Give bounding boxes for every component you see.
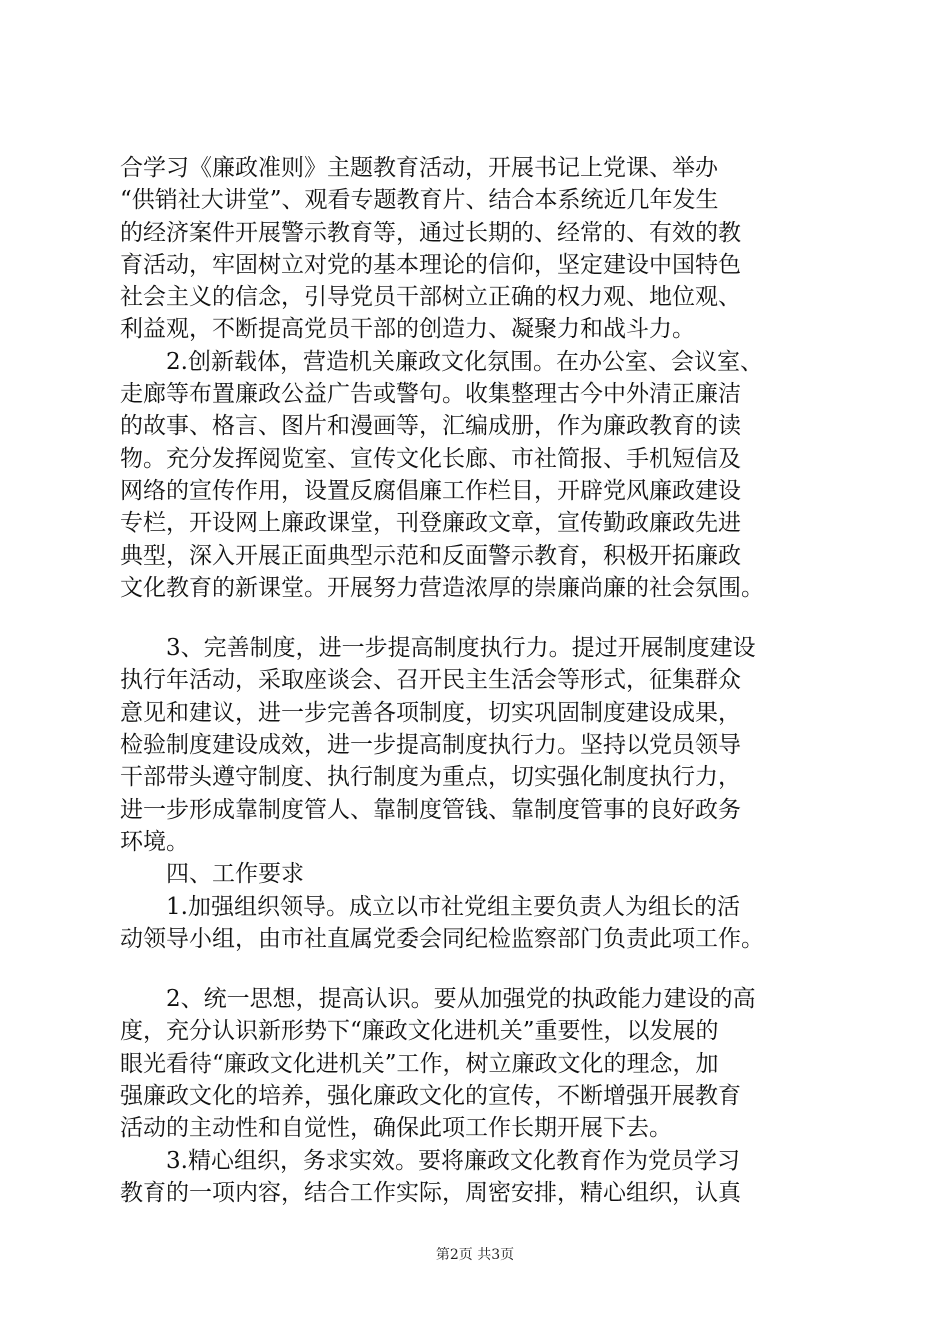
text-line: 动领导小组，由市社直属党委会同纪检监察部门负责此项工作。 — [120, 925, 764, 952]
text-line: 活动的主动性和自觉性，确保此项工作长期开展下去。 — [120, 1115, 672, 1142]
text-line: 2.创新载体，营造机关廉政文化氛围。在办公室、会议室、 — [120, 348, 763, 375]
text-line: 进一步形成靠制度管人、靠制度管钱、靠制度管事的良好政务 — [120, 796, 741, 823]
paragraph-block-2 — [120, 346, 840, 604]
text-line: 环境。 — [120, 828, 189, 855]
text-line: 3.精心组织，务求实效。要将廉政文化教育作为党员学习 — [120, 1147, 740, 1174]
section-heading: 四、工作要求 — [120, 861, 304, 888]
text-line: 利益观，不断提高党员干部的创造力、凝聚力和战斗力。 — [120, 316, 695, 343]
text-line: 执行年活动，采取座谈会、召开民主生活会等形式，征集群众 — [120, 667, 741, 694]
text-line: 的经济案件开展警示教育等，通过长期的、经常的、有效的教 — [120, 219, 741, 246]
page-number-footer: 第2页 共3页 — [435, 1247, 515, 1263]
text-line: 1.加强组织领导。成立以市社党组主要负责人为组长的活 — [120, 893, 740, 920]
text-line: 教育的一项内容，结合工作实际，周密安排，精心组织，认真 — [120, 1179, 741, 1206]
text-line: 物。充分发挥阅览室、宣传文化长廊、市社简报、手机短信及 — [120, 445, 741, 472]
paragraph-block-3 — [120, 632, 840, 955]
paragraph-block-1 — [120, 152, 840, 346]
text-line: 3、完善制度，进一步提高制度执行力。提过开展制度建设 — [120, 635, 756, 662]
text-line: 典型，深入开展正面典型示范和反面警示教育，积极开拓廉政 — [120, 542, 741, 569]
text-line: 强廉政文化的培养，强化廉政文化的宣传，不断增强开展教育 — [120, 1083, 741, 1110]
text-line: 网络的宣传作用，设置反腐倡廉工作栏目，开辟党风廉政建设 — [120, 477, 741, 504]
text-line: 度，充分认识新形势下“廉政文化进机关”重要性，以发展的 — [120, 1018, 719, 1045]
text-line: “供销社大讲堂”、观看专题教育片、结合本系统近几年发生 — [120, 187, 719, 214]
paragraph-block-4 — [120, 983, 840, 1209]
text-line: 文化教育的新课堂。开展努力营造浓厚的崇廉尚廉的社会氛围。 — [120, 574, 764, 601]
paragraph-gap — [120, 604, 840, 632]
text-line: 眼光看待“廉政文化进机关”工作，树立廉政文化的理念，加 — [120, 1050, 719, 1077]
body-text — [120, 152, 840, 1209]
text-line: 检验制度建设成效，进一步提高制度执行力。坚持以党员领导 — [120, 732, 741, 759]
text-line: 专栏，开设网上廉政课堂，刊登廉政文章，宣传勤政廉政先进 — [120, 510, 741, 537]
text-line: 干部带头遵守制度、执行制度为重点，切实强化制度执行力， — [120, 764, 741, 791]
text-line: 的故事、格言、图片和漫画等，汇编成册，作为廉政教育的读 — [120, 413, 741, 440]
text-line: 合学习《廉政准则》主题教育活动，开展书记上党课、举办 — [120, 155, 718, 181]
text-line: 意见和建议，进一步完善各项制度，切实巩固制度建设成果， — [120, 699, 741, 726]
text-line: 社会主义的信念，引导党员干部树立正确的权力观、地位观、 — [120, 284, 741, 311]
text-line: 走廊等布置廉政公益广告或警句。收集整理古今中外清正廉洁 — [120, 381, 741, 408]
text-line: 2、统一思想，提高认识。要从加强党的执政能力建设的高 — [120, 986, 756, 1013]
text-line: 育活动，牢固树立对党的基本理论的信仰，坚定建设中国特色 — [120, 251, 741, 278]
paragraph-gap — [120, 955, 840, 983]
